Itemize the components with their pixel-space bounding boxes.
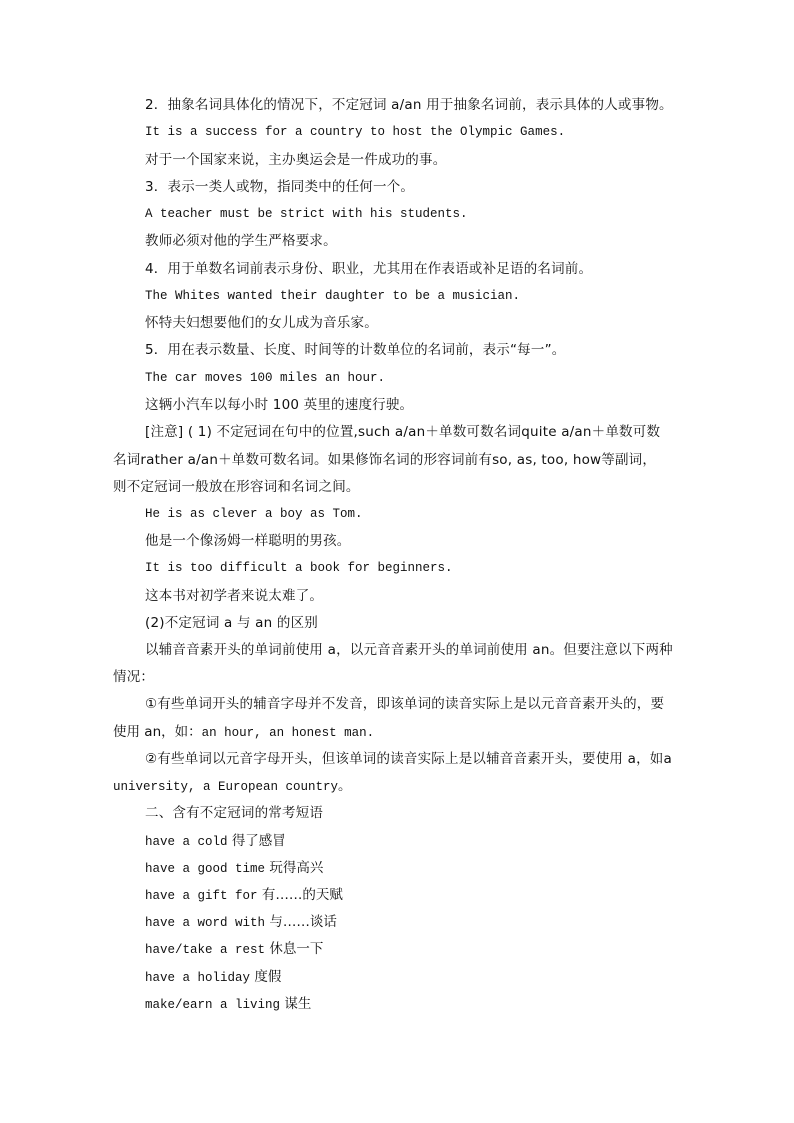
note-line-3: 则不定冠词一般放在形容词和名词之间。 bbox=[113, 479, 360, 495]
note-2-case-2-line-2 bbox=[113, 777, 352, 796]
phrase-en: have a holiday bbox=[145, 971, 251, 985]
usage-3-example-cn: 教师必须对他的学生严格要求。 bbox=[145, 233, 337, 249]
note-2-case-1-line-1: ①有些单词开头的辅音字母并不发音，即该单词的读音实际上是以元音音素开头的，要 bbox=[145, 696, 665, 712]
phrase-item bbox=[145, 968, 281, 987]
usage-2-heading: 2．抽象名词具体化的情况下，不定冠词 a/an 用于抽象名词前，表示具体的人或事物。 bbox=[145, 97, 673, 113]
phrase-item bbox=[145, 886, 343, 905]
phrase-cn: 谋生 bbox=[284, 996, 312, 1012]
phrase-en: make/earn a living bbox=[145, 998, 281, 1012]
phrases-heading: 二、含有不定冠词的常考短语 bbox=[145, 805, 324, 821]
usage-3-example-en: A teacher must be strict with his students. bbox=[145, 207, 468, 221]
usage-4-heading: 4．用于单数名词前表示身份、职业，尤其用在作表语或补足语的名词前。 bbox=[145, 261, 593, 277]
usage-2-example-cn: 对于一个国家来说，主办奥运会是一件成功的事。 bbox=[145, 152, 447, 168]
phrase-en: have a gift for bbox=[145, 889, 258, 903]
phrase-item bbox=[145, 832, 286, 851]
note-2-case-2-end: 。 bbox=[338, 778, 352, 794]
usage-2-example-en: It is a success for a country to host the Olympic Games. bbox=[145, 125, 566, 139]
note-2-case-1-prefix: 使用 an，如： bbox=[113, 724, 202, 740]
note-2-para-line-1: 以辅音音素开头的单词前使用 a，以元音音素开头的单词前使用 an。但要注意以下两种 bbox=[145, 642, 673, 658]
phrase-cn: 休息一下 bbox=[269, 941, 324, 957]
phrase-en: have a word with bbox=[145, 916, 266, 930]
phrase-item bbox=[145, 940, 323, 959]
usage-5-example-cn: 这辆小汽车以每小时 100 英里的速度行驶。 bbox=[145, 397, 414, 413]
note-2-case-2-example: university, a European country bbox=[113, 780, 339, 794]
phrase-en: have a good time bbox=[145, 862, 266, 876]
phrase-cn: 与……谈话 bbox=[269, 914, 337, 930]
usage-3-heading: 3．表示一类人或物，指同类中的任何一个。 bbox=[145, 179, 415, 195]
phrase-en: have a cold bbox=[145, 835, 228, 849]
note-example-2-en: It is too difficult a book for beginners. bbox=[145, 561, 453, 575]
note-line-1: [注意] ( 1) 不定冠词在句中的位置,such a/an＋单数可数名词quite a/an＋单数可数 bbox=[145, 424, 661, 440]
usage-4-example-cn: 怀特夫妇想要他们的女儿成为音乐家。 bbox=[145, 315, 378, 331]
note-example-2-cn: 这本书对初学者来说太难了。 bbox=[145, 588, 324, 604]
note-2-case-2-line-1: ②有些单词以元音字母开头，但该单词的读音实际上是以辅音音素开头，要使用 a，如a bbox=[145, 751, 672, 767]
note-2-case-1-example: an hour, an honest man. bbox=[201, 726, 375, 740]
phrase-cn: 得了感冒 bbox=[231, 833, 286, 849]
usage-5-example-en: The car moves 100 miles an hour. bbox=[145, 371, 386, 385]
note-2-para-line-2: 情况： bbox=[113, 669, 155, 685]
phrase-item bbox=[145, 995, 311, 1014]
usage-5-heading: 5．用在表示数量、长度、时间等的计数单位的名词前，表示“每一”。 bbox=[145, 342, 566, 358]
phrase-item bbox=[145, 859, 323, 878]
phrase-item bbox=[145, 913, 337, 932]
usage-4-example-en: The Whites wanted their daughter to be a musician. bbox=[145, 289, 521, 303]
note-example-1-cn: 他是一个像汤姆一样聪明的男孩。 bbox=[145, 533, 351, 549]
phrase-cn: 度假 bbox=[254, 969, 282, 985]
phrase-cn: 玩得高兴 bbox=[269, 860, 324, 876]
note-2-case-1-line-2 bbox=[113, 723, 374, 742]
phrase-en: have/take a rest bbox=[145, 943, 266, 957]
phrase-cn: 有……的天赋 bbox=[261, 887, 343, 903]
note-line-2: 名词rather a/an＋单数可数名词。如果修饰名词的形容词前有so, as, too, how等副词， bbox=[113, 452, 657, 468]
note-2-heading: (2)不定冠词 a 与 an 的区别 bbox=[145, 615, 318, 631]
note-example-1-en: He is as clever a boy as Tom. bbox=[145, 507, 363, 521]
